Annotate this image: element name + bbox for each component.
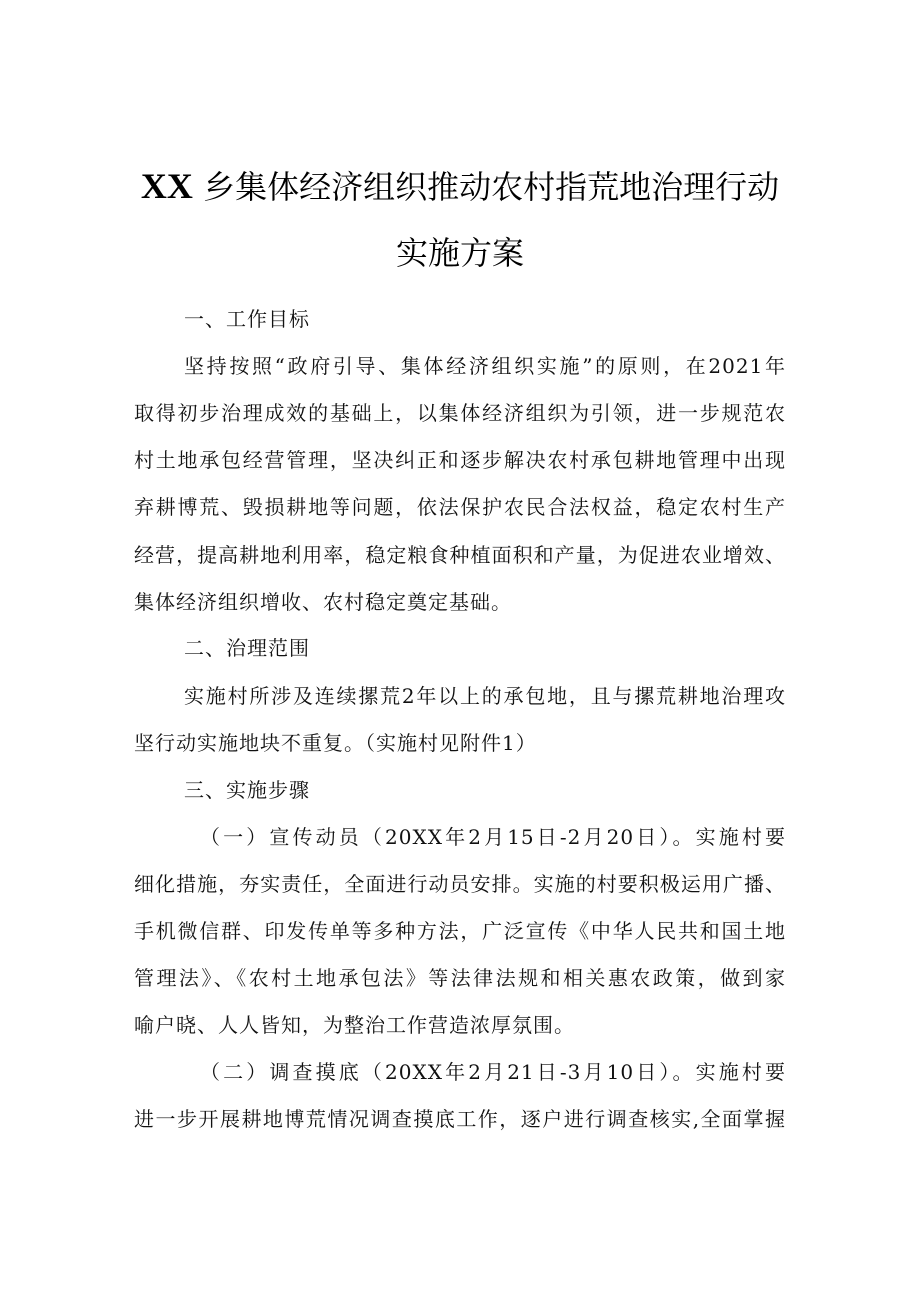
- paragraph-line: 村土地承包经营管理，坚决纠正和逐步解决农村承包耕地管理中出现: [134, 448, 786, 472]
- paragraph-line: （二）调查摸底（20XX年2月21日-3月10日）。实施村要: [200, 1060, 786, 1084]
- paragraph-line: 集体经济组织增收、农村稳定奠定基础。: [134, 590, 512, 614]
- title-prefix: XX: [140, 166, 193, 206]
- title-text: 乡集体经济组织推动农村指荒地治理行动: [192, 168, 780, 206]
- paragraph-line: 管理法》、《农村土地承包法》等法律法规和相关惠农政策，做到家: [134, 966, 786, 990]
- document-title-line-2: 实施方案: [395, 234, 524, 272]
- section-heading-scope: 二、治理范围: [184, 636, 310, 660]
- paragraph-line: 坚行动实施地块不重复。（实施村见附件1）: [134, 731, 537, 755]
- paragraph-line: 经营，提高耕地利用率，稳定粮食种植面积和产量，为促进农业增效、: [134, 543, 786, 567]
- paragraph-line: 喻户晓、人人皆知，为整治工作营造浓厚氛围。: [134, 1013, 575, 1037]
- paragraph-line: 取得初步治理成效的基础上，以集体经济组织为引领，进一步规范农: [134, 401, 786, 425]
- document-title-line-1: [0, 162, 920, 208]
- section-heading-steps: 三、实施步骤: [184, 778, 310, 802]
- paragraph-line: 手机微信群、印发传单等多种方法，广泛宣传《中华人民共和国土地: [134, 919, 786, 943]
- section-heading-goals: 一、工作目标: [184, 307, 310, 331]
- paragraph-line: 弃耕博荒、毁损耕地等问题，依法保护农民合法权益，稳定农村生产: [134, 495, 786, 519]
- paragraph-line: 进一步开展耕地博荒情况调查摸底工作，逐户进行调查核实,全面掌握: [134, 1107, 786, 1131]
- paragraph-line: 细化措施，夯实责任，全面进行动员安排。实施的村要积极运用广播、: [134, 872, 786, 896]
- paragraph-line: （一）宣传动员（20XX年2月15日-2月20日）。实施村要: [200, 825, 786, 849]
- paragraph-line: 坚持按照“政府引导、集体经济组织实施”的原则，在2021年: [184, 354, 786, 378]
- paragraph-line: 实施村所涉及连续摞荒2年以上的承包地，且与摞荒耕地治理攻: [184, 684, 786, 708]
